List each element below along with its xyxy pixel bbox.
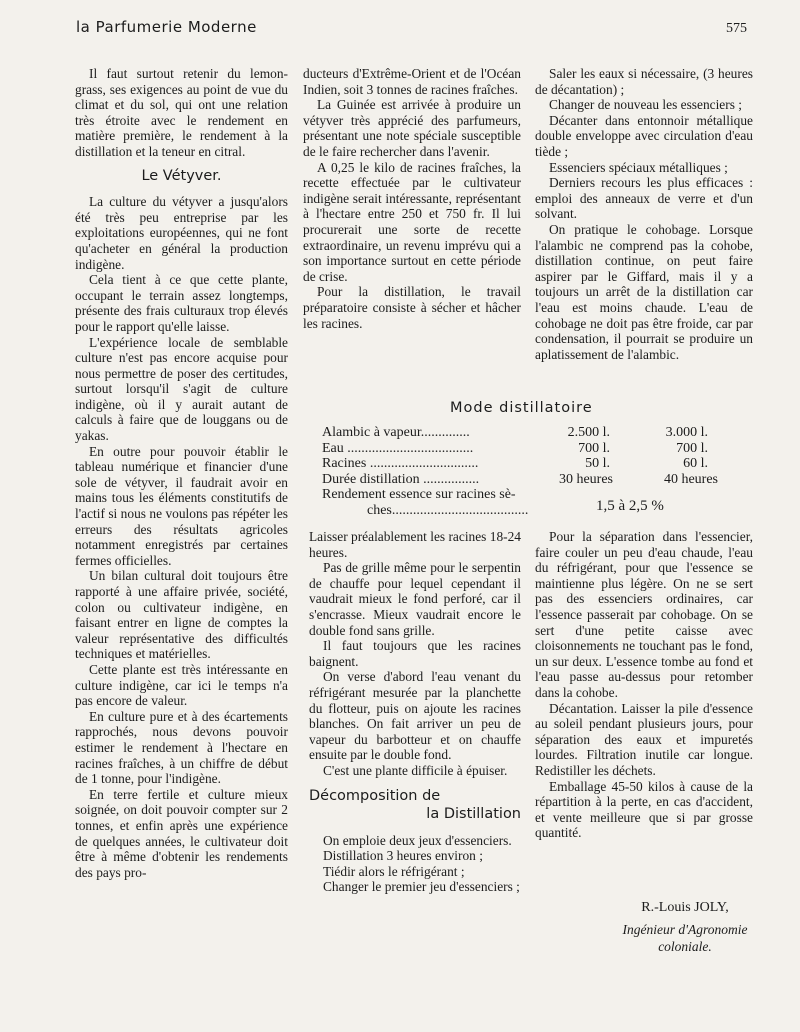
paragraph: Pas de grille même pour le serpentin de chauffe pour lequel cependant il vaudrait mieux le fond perforé, car il s'encrasse. Mieux vaudrait encore le double fond sans grille.: [309, 560, 521, 638]
paragraph: On pratique le cohobage. Lorsque l'alambic ne comprend pas la cohobe, distillation continue, on peut faire aspirer par le Giffard, mais il y a toujours un arrêt de la distillation car l'eau est moins chaude. L'eau de cohobage ne doit pas être froide, car par condensation, il pourrait se produire un aplatissement de l'alambic.: [535, 221, 753, 362]
section-heading-decomposition: [309, 787, 521, 823]
paragraph: Pour la distillation, le travail préparatoire consiste à sécher et hâcher les racines.: [303, 284, 521, 331]
table-cell-label: ches.......................................: [367, 503, 529, 518]
paragraph: Derniers recours les plus efficaces : emploi des anneaux de verre et d'un solvant.: [535, 175, 753, 222]
paragraph: En culture pure et à des écartements rapprochés, nous devons pouvoir estimer le rendement à l'hectare en racines fraîches, à un chiffre de début de 1 tonne, pour l'indigène.: [75, 708, 288, 787]
signature: [600, 900, 770, 955]
table-cell-value: 700 l.: [578, 440, 610, 456]
table-cell-label: Eau ....................................: [322, 440, 474, 456]
heading-line: la Distillation: [426, 805, 521, 822]
table-title: Mode distillatoire: [450, 400, 593, 416]
paragraph: Cela tient à ce que cette plante, occupant le terrain assez longtemps, présente des frais culturaux trop élevés pour le rapport qu'elle laisse.: [75, 272, 288, 334]
table-cell-value: 700 l.: [676, 440, 708, 456]
paragraph: Emballage 45-50 kilos à cause de la répartition à la perte, en cas d'accident, et vente meilleure que si par grosse quantité.: [535, 778, 753, 841]
table-cell-label: Rendement essence sur racines sè-: [322, 487, 516, 503]
paragraph: Il faut surtout retenir du lemon-grass, ses exigences au point de vue du climat et du sol, qui ont une relation très étroite avec le rendement en matière première, le rendement à la distillation et la teneur en citral.: [75, 66, 288, 159]
paragraph: ducteurs d'Extrême-Orient et de l'Océan Indien, soit 3 tonnes de racines fraîches.: [303, 66, 521, 97]
paragraph: Essenciers spéciaux métalliques ;: [549, 159, 728, 175]
paragraph: Pour la séparation dans l'essencier, faire couler un peu d'eau chaude, l'eau du réfrigérant, pour que l'essence se maintienne plus légère. On ne se sert pas des essenciers ordinaires, car l'essence passerait par cohobage. On se sert d'une petite caisse avec cloisonnements ne touchant pas le fond, un sur deux. L'essence tombe au fond et l'eau passe au-dessus pour retomber dans la cohobe.: [535, 529, 753, 700]
column-3-bottom: [535, 529, 753, 841]
paragraph: Il faut toujours que les racines baignent.: [309, 638, 521, 669]
paragraph: En outre pour pouvoir établir le tableau numérique et financier d'une sole de vétyver, il faudrait avoir en mains tous les éléments constitutifs de l'actif si nous ne voulons pas répéter les erreurs des résultats agricoles notamment enregistrés par certaines fermes officielles.: [75, 443, 288, 568]
paragraph: Décanter dans entonnoir métallique double enveloppe avec circulation d'eau tiède ;: [535, 112, 753, 159]
author-name: R.-Louis JOLY,: [641, 900, 729, 915]
column-1: [75, 66, 288, 880]
column-2-top: [303, 66, 521, 331]
paragraph: Changer de nouveau les essenciers ;: [549, 97, 742, 113]
paragraph: A 0,25 le kilo de racines fraîches, la recette effectuée par le cultivateur indigène serait intéressante, représentant à l'hectare entre 250 et 750 fr. Il lui procurerait une sorte de recette extraordinaire, un revenu imprévu qui a son importance surtout en cette période de crise.: [303, 159, 521, 284]
table-cell-label: Racines ...............................: [322, 456, 479, 472]
section-heading-vetyver: Le Vétyver.: [141, 167, 222, 184]
table-cell-value: 3.000 l.: [665, 425, 708, 440]
paragraph: L'expérience locale de semblable culture n'est pas encore acquise pour nous permettre de poser des certitudes, surtout lorsqu'il s'agit de culture indigène, où il y aurait autant de calculs à faire que de louggans ou de yakas.: [75, 334, 288, 444]
paragraph: La culture du vétyver a jusqu'alors été très peu entreprise par les exploitations européennes, qui ne font qu'acheter en général la production indigène.: [75, 194, 288, 272]
paragraph: On emploie deux jeux d'essenciers.: [323, 832, 512, 848]
column-2-bottom: [309, 529, 521, 895]
paragraph: Distillation 3 heures environ ;: [323, 848, 483, 864]
author-title: coloniale.: [658, 939, 712, 954]
table-cell-label: Durée distillation ................: [322, 471, 480, 487]
table-cell-value: 2.500 l.: [567, 425, 610, 440]
paragraph: Cette plante est très intéressante en culture indigène, car ici le temps n'a pas encore de valeur.: [75, 661, 288, 709]
table-cell-value: 60 l.: [683, 456, 708, 472]
paragraph: Changer le premier jeu d'essenciers ;: [323, 879, 520, 895]
paragraph: Décantation. Laisser la pile d'essence au soleil pendant plusieurs jours, pour séparation des eaux et impuretés lourdes. Filtration inutile car longue. Redistiller les déchets.: [535, 700, 753, 778]
table-cell-value: 50 l.: [585, 456, 610, 472]
paragraph: Tiédir alors le réfrigérant ;: [323, 863, 465, 879]
paragraph: Laisser préalablement les racines 18-24 heures.: [309, 529, 521, 560]
table-cell-value: 30 heures: [558, 471, 613, 487]
running-header-title: la Parfumerie Moderne: [76, 18, 257, 36]
paragraph: Saler les eaux si nécessaire, (3 heures de décantation) ;: [535, 66, 753, 97]
paragraph: C'est une plante difficile à épuiser.: [323, 762, 508, 778]
distillation-table: [322, 425, 722, 520]
paragraph: Un bilan cultural doit toujours être rapporté à une affaire privée, société, colon ou cultivateur indigène, en faisant entrer en ligne de comptes la valeur représentative des difficultés techniques et matérielles.: [75, 568, 288, 662]
table-cell-label: Alambic à vapeur..............: [322, 425, 470, 440]
heading-line: Décomposition de: [309, 787, 441, 804]
paragraph: En terre fertile et culture mieux soignée, on doit pouvoir compter sur 2 tonnes, et enfin après une expérience de quelques années, le cultivateur doit être à même d'obtenir les rendements des pays pro-: [75, 786, 288, 880]
paragraph: La Guinée est arrivée à produire un vétyver très apprécié des parfumeurs, présentant une note spéciale susceptible de le faire rechercher dans l'avenir.: [303, 97, 521, 159]
table-row-yield-cont: [367, 503, 528, 519]
page-number: 575: [726, 21, 747, 36]
table-cell-value: 40 heures: [663, 471, 718, 487]
table-cell-yield-value: 1,5 à 2,5 %: [596, 498, 664, 514]
author-title: Ingénieur d'Agronomie: [622, 922, 748, 937]
column-3-top: [535, 66, 753, 362]
paragraph: On verse d'abord l'eau venant du réfrigérant mesurée par la planchette du flotteur, puis on ajoute les racines blanches. On fait arriver un peu de vapeur du barbotteur et on chauffe ensuite par le double fond.: [309, 669, 521, 763]
